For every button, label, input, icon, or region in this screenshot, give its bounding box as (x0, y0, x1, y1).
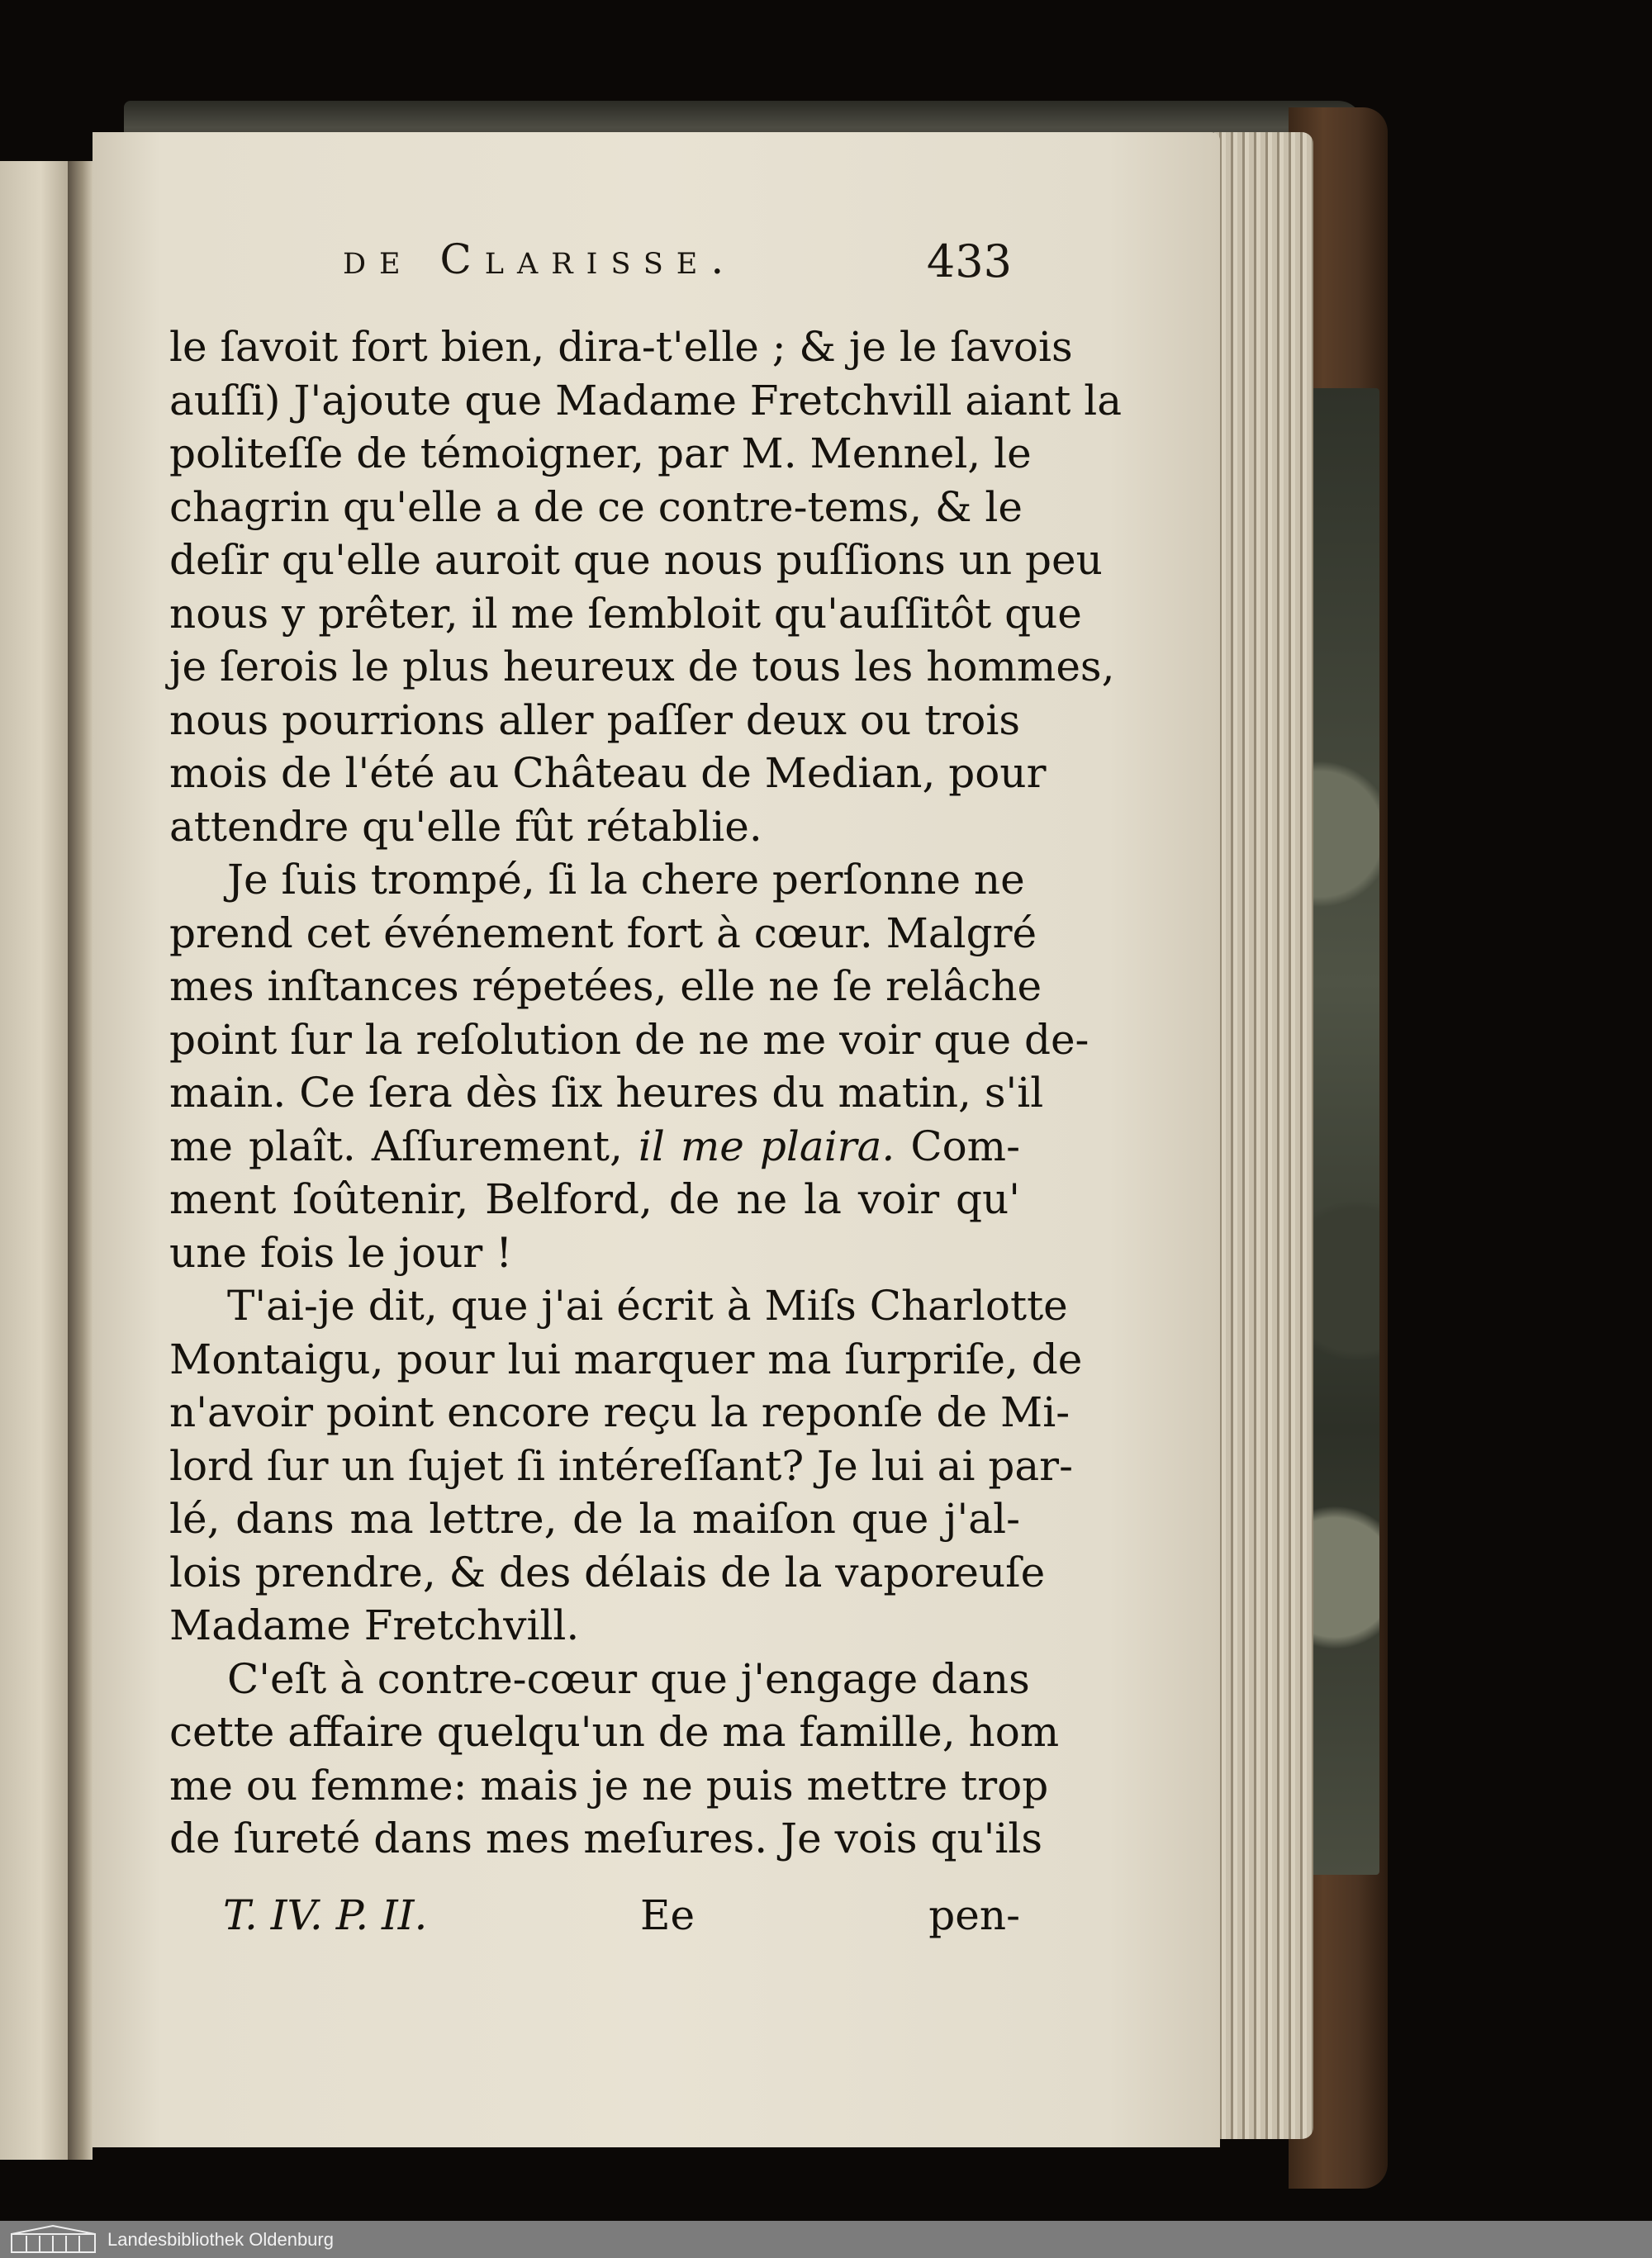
text-line: auſſi) J'ajoute que Madame Fretchvill aiant la (169, 376, 1123, 425)
text-line: politeſſe de témoigner, par M. Mennel, le (169, 429, 1032, 477)
library-label: Landesbibliothek Oldenburg (107, 2229, 334, 2250)
text-segment: me plaît. Aſſurement, (169, 1122, 638, 1170)
text-segment: Com- (895, 1122, 1020, 1170)
text-line: deſir qu'elle auroit que nous puſſions un peu (169, 536, 1103, 584)
text-line: n'avoir point encore reçu la reponſe de Mi- (169, 1388, 1070, 1436)
text-line (169, 1120, 1020, 1174)
signature-mark: Ee (640, 1891, 695, 1939)
text-line: mois de l'été au Château de Median, pour (169, 749, 1047, 797)
text-line: me ou femme: mais je ne puis mettre trop (169, 1761, 1049, 1810)
italic-segment: il me plaira. (638, 1122, 895, 1170)
text-line: mes inſtances répetées, elle ne ſe relâche (169, 962, 1042, 1010)
page-header (343, 235, 1012, 293)
text-line: Montaigu, pour lui marquer ma ſurpriſe, de (169, 1335, 1083, 1383)
text-line: main. Ce ſera dès ſix heures du matin, s'il (169, 1069, 1044, 1117)
text-line: cette affaire quelqu'un de ma famille, hom (169, 1708, 1060, 1756)
text-line: nous y prêter, il me ſembloit qu'auſſitôt que (169, 589, 1082, 638)
text-line: C'eſt à contre-cœur que j'engage dans (227, 1654, 1030, 1703)
text-line: de ſureté dans mes meſures. Je vois qu'ils (169, 1814, 1043, 1862)
text-line: chagrin qu'elle a de ce contre-tems, & le (169, 482, 1023, 531)
text-line: T'ai-je dit, que j'ai écrit à Miſs Charlotte (227, 1282, 1068, 1330)
text-line: lé, dans ma lettre, de la maiſon que j'al- (169, 1495, 1020, 1543)
text-line: je ſerois le plus heureux de tous les hommes, (169, 643, 1115, 690)
text-line: Je ſuis trompé, ſi la chere perſonne ne (227, 856, 1025, 904)
text-line: lois prendre, & des délais de la vaporeuſe (169, 1548, 1046, 1596)
text-line: le ſavoit fort bien, dira-t'elle ; & je le ſavois (169, 323, 1073, 371)
volume-signature: T. IV. P. II. (223, 1891, 428, 1939)
text-line: ment ſoûtenir, Belford, de ne la voir qu' (169, 1175, 1020, 1223)
text-line: une fois le jour ! (169, 1228, 513, 1277)
library-building-icon (10, 2224, 97, 2254)
marbled-cover (1305, 388, 1379, 1875)
body-text (169, 320, 1123, 1866)
page-footer (223, 1891, 1020, 1949)
running-head: de Clarisse. (343, 235, 738, 283)
text-line: nous pourrions aller paſſer deux ou trois (169, 695, 1020, 744)
catchword: pen- (928, 1891, 1020, 1939)
text-line: prend cet événement fort à cœur. Malgré (169, 908, 1037, 957)
left-page-edge (0, 161, 68, 2160)
text-line: attendre qu'elle fût rétablie. (169, 802, 762, 851)
book-gutter (68, 161, 93, 2160)
page-edges (1214, 132, 1313, 2139)
text-line: Madame Fretchvill. (169, 1601, 580, 1649)
text-line: point ſur la reſolution de ne me voir que de- (169, 1015, 1089, 1064)
text-line: lord ſur un ſujet ſi intéreſſant? Je lui ai par- (169, 1441, 1073, 1490)
page-number: 433 (926, 235, 1012, 287)
